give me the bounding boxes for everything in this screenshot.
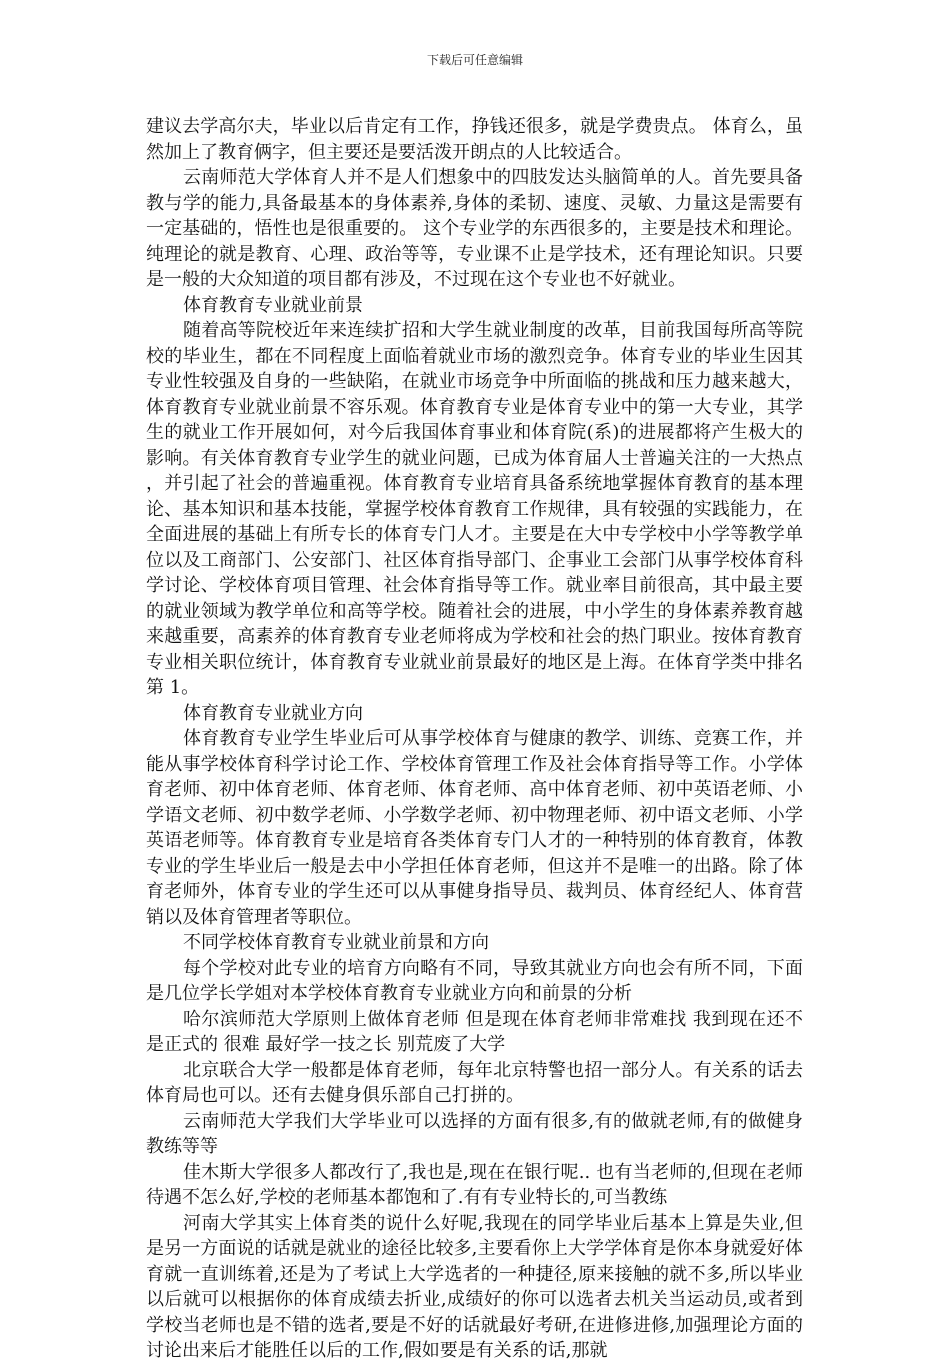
paragraph-1: 建议去学高尔夫，毕业以后肯定有工作，挣钱还很多，就是学费贵点。 体育么，虽然加上了教育俩字，但主要还是要活泼开朗点的人比较适合。: [146, 116, 803, 163]
paragraph-9: 佳木斯大学很多人都改行了,我也是,现在在银行呢.. 也有当老师的,但现在老师待遇不怎么好,学校的老师基本都饱和了.有有专业特长的,可当教练: [146, 1161, 803, 1208]
paragraph-6: 哈尔滨师范大学原则上做体育老师 但是现在体育老师非常难找 我到现在还不是正式的 很难 最好学一技之长 别荒废了大学: [146, 1008, 803, 1055]
paragraph-5: 每个学校对此专业的培育方向略有不同，导致其就业方向也会有所不同，下面是几位学长学姐对本学校体育教育专业就业方向和前景的分析: [146, 957, 803, 1004]
page-header: 下载后可任意编辑: [426, 53, 523, 67]
document-body: [146, 114, 803, 1364]
paragraph-7: 北京联合大学一般都是体育老师，每年北京特警也招一部分人。有关系的话去体育局也可以。还有去健身俱乐部自己打拼的。: [146, 1059, 803, 1106]
paragraph-4: 体育教育专业学生毕业后可从事学校体育与健康的教学、训练、竞赛工作，并能从事学校体育科学讨论工作、学校体育管理工作及社会体育指导等工作。小学体育老师、初中体育老师、体育老师、体育老师、高中体育老师、初中英语老师、小学语文老师、初中数学老师、小学数学老师、初中物理老师、初中语文老师、小学英语老师等。体育教育专业是培育各类体育专门人才的一种特别的体育教育，体教专业的学生毕业后一般是去中小学担任体育老师，但这并不是唯一的出路。除了体育老师外，体育专业的学生还可以从事健身指导员、裁判员、体育经纪人、体育营销以及体育管理者等职位。: [146, 728, 803, 928]
paragraph-10: 河南大学其实上体育类的说什么好呢,我现在的同学毕业后基本上算是失业,但是另一方面说的话就是就业的途径比较多,主要看你上大学学体育是你本身就爱好体育就一直训练着,还是为了考试上大学选者的一种捷径,原来接触的就不多,所以毕业以后就可以根据你的体育成绩去折业,成绩好的你可以选者去机关当运动员,或者到学校当老师也是不错的选者,要是不好的话就最好考研,在进修进修,加强理论方面的讨论出来后才能胜任以后的工作,假如要是有关系的话,那就: [146, 1212, 803, 1361]
section-heading-direction: 体育教育专业就业方向: [183, 702, 363, 724]
section-heading-schools: 不同学校体育教育专业就业前景和方向: [183, 932, 489, 953]
paragraph-2: 云南师范大学体育人并不是人们想象中的四肢发达头脑简单的人。首先要具备教与学的能力,具备最基本的身体素养,身体的柔韧、速度、灵敏、力量这是需要有一定基础的，悟性也是很重要的。 这个专业学的东西很多的，主要是技术和理论。纯理论的就是教育、心理、政治等等，专业课不止是学技术，还有理论知识。只要是一般的大众知道的项目都有涉及，不过现在这个专业也不好就业。: [146, 167, 803, 290]
section-heading-prospects: 体育教育专业就业前景: [183, 294, 363, 316]
paragraph-8: 云南师范大学我们大学毕业可以选择的方面有很多,有的做就老师,有的做健身教练等等: [146, 1110, 803, 1157]
paragraph-3: 随着高等院校近年来连续扩招和大学生就业制度的改革，目前我国每所高等院校的毕业生，都在不同程度上面临着就业市场的激烈竞争。体育专业的毕业生因其专业性较强及自身的一些缺陷，在就业市场竞争中所面临的挑战和压力越来越大，体育教育专业就业前景不容乐观。体育教育专业是体育专业中的第一大专业，其学生的就业工作开展如何，对今后我国体育事业和体育院(系)的进展都将产生极大的影响。有关体育教育专业学生的就业问题，已成为体育届人士普遍关注的一大热点，并引起了社会的普遍重视。体育教育专业培育具备系统地掌握体育教育的基本理论、基本知识和基本技能，掌握学校体育教育工作规律，具有较强的实践能力，在全面进展的基础上有所专长的体育专门人才。主要是在大中专学校中小学等教学单位以及工商部门、公安部门、社区体育指导部门、企事业工会部门从事学校体育科学讨论、学校体育项目管理、社会体育指导等工作。就业率目前很高，其中最主要的就业领域为教学单位和高等学校。随着社会的进展，中小学生的身体素养教育越来越重要，高素养的体育教育专业老师将成为学校和社会的热门职业。按体育教育专业相关职位统计，体育教育专业就业前景最好的地区是上海。在体育学类中排名第 1。: [146, 320, 803, 698]
